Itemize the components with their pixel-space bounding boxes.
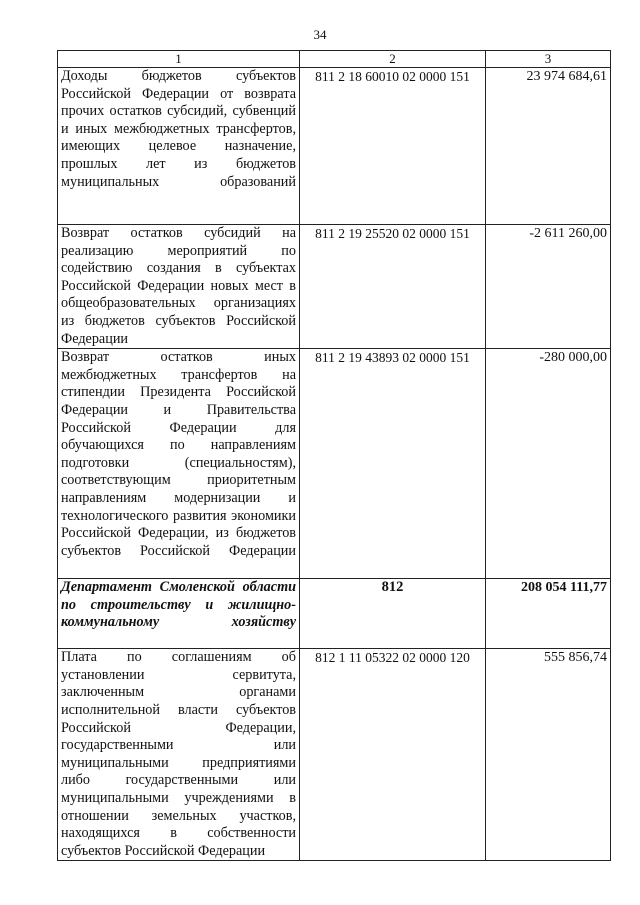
- revenue-table: [57, 50, 611, 861]
- department-name: Департамент Смоленской области по строительству и жилищно-коммунальному хозяйству: [58, 579, 300, 649]
- row-code: 811 2 18 60010 02 0000 151: [300, 68, 486, 225]
- department-row: [58, 579, 611, 649]
- row-amount: -2 611 260,00: [486, 225, 611, 349]
- column-header-3: 3: [486, 51, 611, 68]
- table-row: [58, 68, 611, 225]
- page-number: 34: [313, 27, 327, 42]
- table-row: [58, 649, 611, 861]
- row-description: Возврат остатков иных межбюджетных трансфертов на стипендии Президента Российской Федерации и Правительства Российской Федерации для обучающихся по направлениям подготовки (специальностям), соответствующим приоритетным направлениям модернизации и технологического развития экономики Российской Федерации, из бюджетов субъектов Российской Федерации: [58, 349, 300, 579]
- row-amount: 23 974 684,61: [486, 68, 611, 225]
- table-row: [58, 349, 611, 579]
- column-header-2: 2: [300, 51, 486, 68]
- row-amount: 555 856,74: [486, 649, 611, 861]
- row-description: Возврат остатков субсидий на реализацию мероприятий по содействию создания в субъектах Российской Федерации новых мест в общеобразовательных организациях из бюджетов субъектов Российской Федерации: [58, 225, 300, 349]
- row-description: Доходы бюджетов субъектов Российской Федерации от возврата прочих остатков субсидий, субвенций и иных межбюджетных трансфертов, имеющих целевое назначение, прошлых лет из бюджетов муниципальных образований: [58, 68, 300, 225]
- table-row: [58, 225, 611, 349]
- department-amount: 208 054 111,77: [486, 579, 611, 649]
- row-code: 811 2 19 43893 02 0000 151: [300, 349, 486, 579]
- table-header-row: [58, 51, 611, 68]
- row-description: Плата по соглашениям об установлении сервитута, заключенным органами исполнительной власти субъектов Российской Федерации, государственными или муниципальными предприятиями либо государственными или муниципальными учреждениями в отношении земельных участков, находящихся в собственности субъектов Российской Федерации: [58, 649, 300, 861]
- row-code: 811 2 19 25520 02 0000 151: [300, 225, 486, 349]
- department-code: 812: [300, 579, 486, 649]
- column-header-1: 1: [58, 51, 300, 68]
- row-amount: -280 000,00: [486, 349, 611, 579]
- row-code: 812 1 11 05322 02 0000 120: [300, 649, 486, 861]
